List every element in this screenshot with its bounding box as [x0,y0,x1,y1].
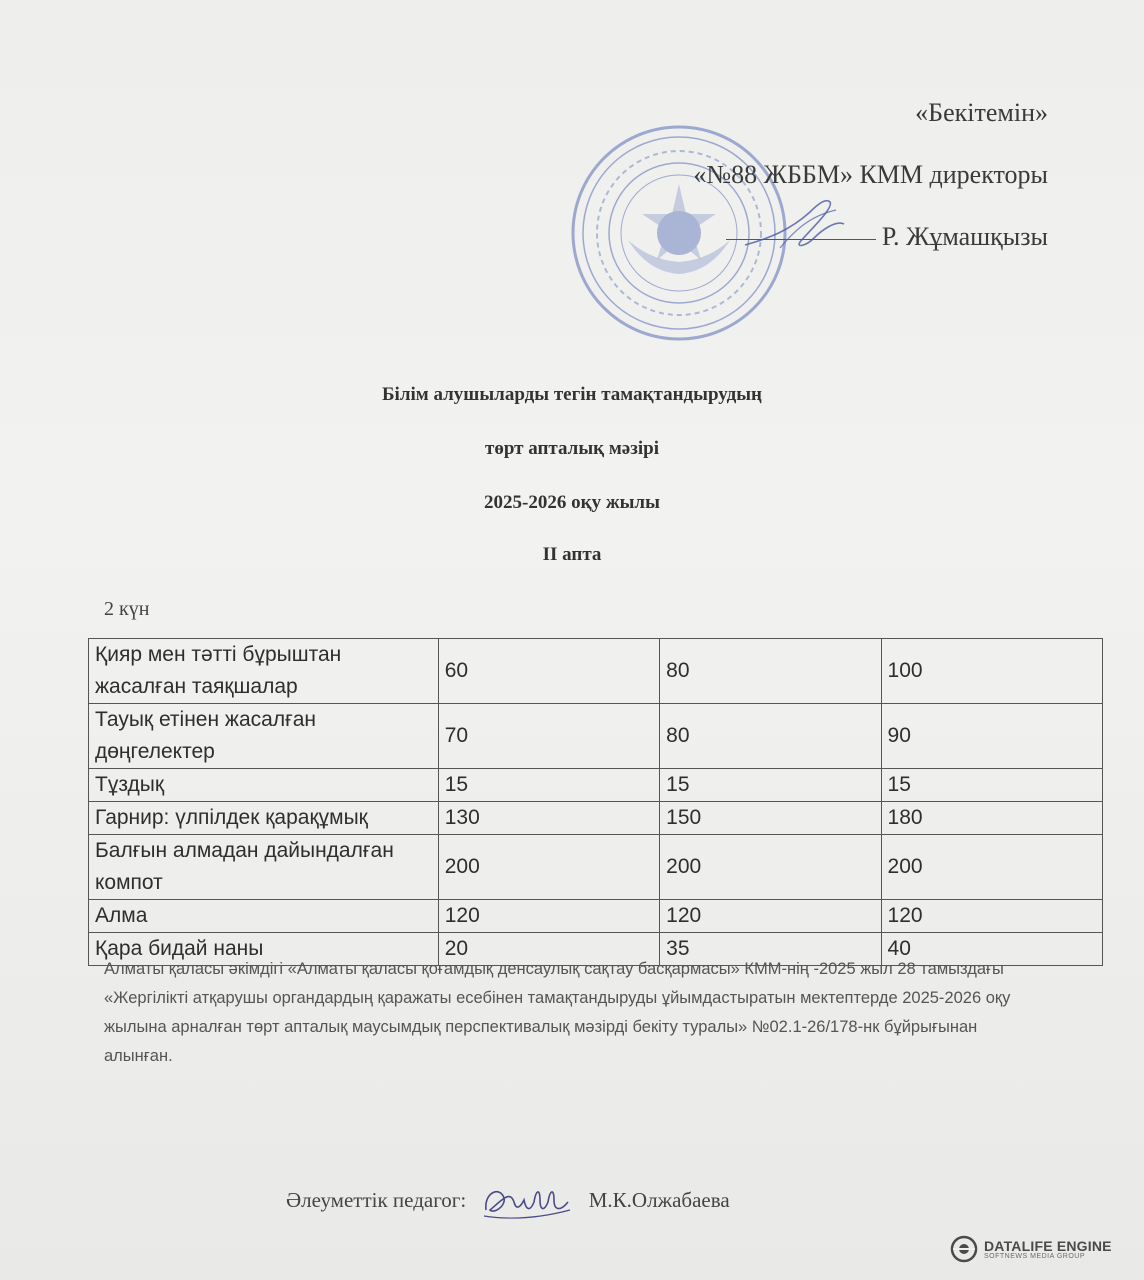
footer-signature [286,1180,730,1224]
menu-table-body [89,639,1103,966]
portion-2: 80 [660,704,881,769]
table-row [89,769,1103,802]
portion-2: 35 [660,933,881,966]
portion-1: 70 [438,704,659,769]
table-row [89,900,1103,933]
portion-1: 20 [438,933,659,966]
portion-3: 200 [881,835,1102,900]
datalife-logo-icon [950,1235,978,1263]
portion-2: 200 [660,835,881,900]
dish-name: Алма [89,900,439,933]
portion-3: 100 [881,639,1102,704]
portion-2: 120 [660,900,881,933]
portion-1: 15 [438,769,659,802]
portion-3: 40 [881,933,1102,966]
day-label: 2 күн [104,598,150,620]
watermark-sub: SOFTNEWS MEDIA GROUP [984,1252,1086,1260]
portion-1: 130 [438,802,659,835]
source-note: Алматы қаласы әкімдігі «Алматы қаласы қоғамдық денсаулық сақтау басқармасы» КММ-нің -2025 жыл 28 тамыздағы «Жергілікті атқарушы органдардың қаражаты есебінен тамақтандыруды ұйымдастыратын мектептерде 2025-2026 оқу жылына арналған төрт апталық маусымдық перспективалық мәзірді бекіту туралы» №02.1-26/178-нк бұйрығынан алынған. [104,960,1011,1065]
watermark-main: DATALIFE ENGINE [984,1237,1112,1254]
table-row [89,704,1103,769]
menu-table [88,638,1103,966]
approval-title: «Бекітемін» [915,98,1048,127]
director-name: Р. Жұмашқызы [881,222,1048,251]
dish-name: Гарнир: үлпілдек қарақұмық [89,802,439,835]
portion-1: 200 [438,835,659,900]
heading-line-4: II апта [542,544,602,565]
portion-2: 80 [660,639,881,704]
director-signature [740,190,850,260]
heading-line-2: төрт апталық мәзірі [485,438,659,459]
portion-3: 15 [881,769,1102,802]
portion-2: 150 [660,802,881,835]
portion-3: 90 [881,704,1102,769]
table-row [89,835,1103,900]
table-row [89,639,1103,704]
heading-line-1: Білім алушыларды тегін тамақтандырудың [381,384,762,405]
signer-name: М.К.Олжабаева [588,1187,730,1212]
watermark-text [984,1239,1112,1260]
dish-name: Балғын алмадан дайындалған компот [89,835,439,900]
portion-3: 180 [881,802,1102,835]
portion-2: 15 [660,769,881,802]
portion-1: 120 [438,900,659,933]
approval-position: «№88 ЖББМ» КММ директоры [693,160,1048,189]
pedagogue-signature [480,1180,576,1224]
watermark [950,1232,1112,1266]
heading-line-3: 2025-2026 оқу жылы [484,492,660,513]
signer-role: Әлеуметтік педагог: [286,1187,467,1212]
portion-1: 60 [438,639,659,704]
table-row [89,802,1103,835]
dish-name: Тұздық [89,769,439,802]
dish-name: Қара бидай наны [89,933,439,966]
dish-name: Қияр мен тәтті бұрыштан жасалған таяқшалар [89,639,439,704]
portion-3: 120 [881,900,1102,933]
dish-name: Тауық етінен жасалған дөңгелектер [89,704,439,769]
